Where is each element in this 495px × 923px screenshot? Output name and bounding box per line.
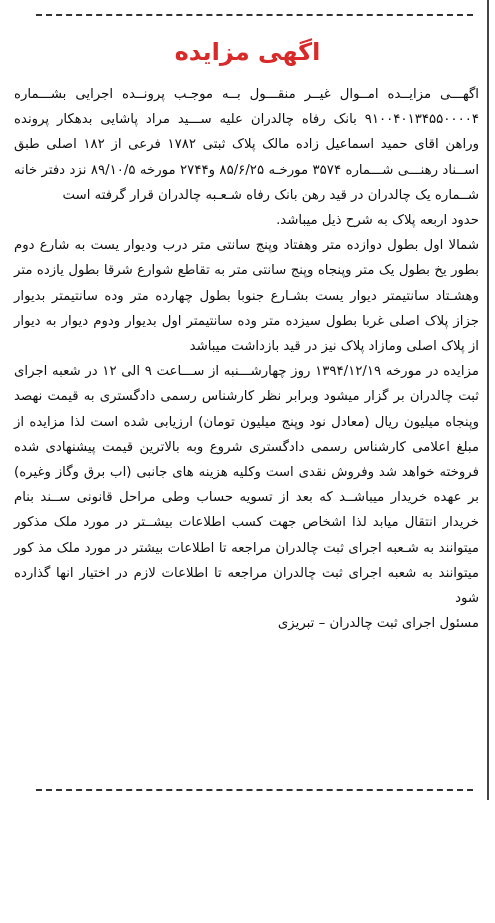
- bottom-dashed-divider: [36, 789, 473, 791]
- column-border: [487, 0, 489, 800]
- blank-margin: [0, 805, 495, 923]
- boundaries-paragraph: شمالا اول بطول دوازده متر وهفتاد وپنج سانتی متر درب ودیوار یست به شارع دوم بطور یخ بطول یک متر وپنجاه وپنج سانتی متر به تقاطع شوارع شرقا بطول یازده متر وهشـتاد سانتیمتر دیوار یست بشـارع جنوبا بطول چهارده متر وده سانتیمتر بدیوار جزاز پلاک اصلی غربا بطول سیزده متر وده سانتیمتر اول بدیوار ودوم دیوار به دیوار از پلاک اصلی ومازاد پلاک نیز در قید بازداشت میباشد: [14, 238, 479, 355]
- intro-paragraph: اگهـــی مزایــده امــوال غیــر منقـــول بــه موجـب پرونــده اجرایی بشـــماره ۹۱۰۰۴۰۱۳۴۵۵۰۰۰۰۴ بانک رفاه چالدران علیه ســـید مراد پاشایی بدهکار پرونده وراهن اقای حمید اسماعیل زاده مالک پلاک ثبتی ۱۷۸۲ فرعی از ۱۸۲ اصلی طبق اســناد رهنـــی شـــماره ۳۵۷۴ مورخـه ۸۵/۶/۲۵ و۲۷۴۴ مورخه ۸۹/۱۰/۵ نزد دفتر خانه شــماره یک چالدران در قید رهن بانک رفاه شـعـبه چالدران قرار گرفته است: [14, 87, 480, 203]
- ad-body: [14, 82, 479, 636]
- auction-details-paragraph: مزایده در مورخه ۱۳۹۴/۱۲/۱۹ روز چهارشـــنبه از ســـاعت ۹ الی ۱۲ در شعبه اجرای ثبت چالدران بر گزار میشود وبرابر نظر کارشناس رسمی دادگستری به قیمت نهصد وپنجاه میلیون ریال (معادل نود وپنج میلیون تومان) ارزیابی شده است لذا مزایده از مبلغ اعلامی کارشناس رسمی دادگستری شروع وبه بالاترین قیمت پیشنهادی شده فروخته خواهد شد وفروش نقدی است وکلیه هزینه های جانبی (اب برق وگاز وغیره) بر عهده خریدار میباشــد که بعد از تسویه حساب وطی مراحل قانونی ســند بنام خریدار انتقال میابد لذا اشخاص جهت کسب اطلاعات بیشــتر در مورد ملک مذکور میتوانند به شـعبه اجرای ثبت چالدران مراجعه تا اطلاعات بیشتر در مورد ملک مذ کور میتوانند به شعبه اجرای ثبت چالدران مراجعه تا اطلاعات لازم در اختیار انها گذارده شود: [14, 364, 479, 607]
- boundaries-heading: حدود اربعه پلاک به شرح ذیل میباشد.: [276, 213, 479, 229]
- signature-line: مسئول اجرای ثبت چالدران – تبریزی: [277, 616, 479, 632]
- ad-title: اگهی مزایده: [174, 38, 321, 66]
- top-dashed-divider: [36, 14, 473, 16]
